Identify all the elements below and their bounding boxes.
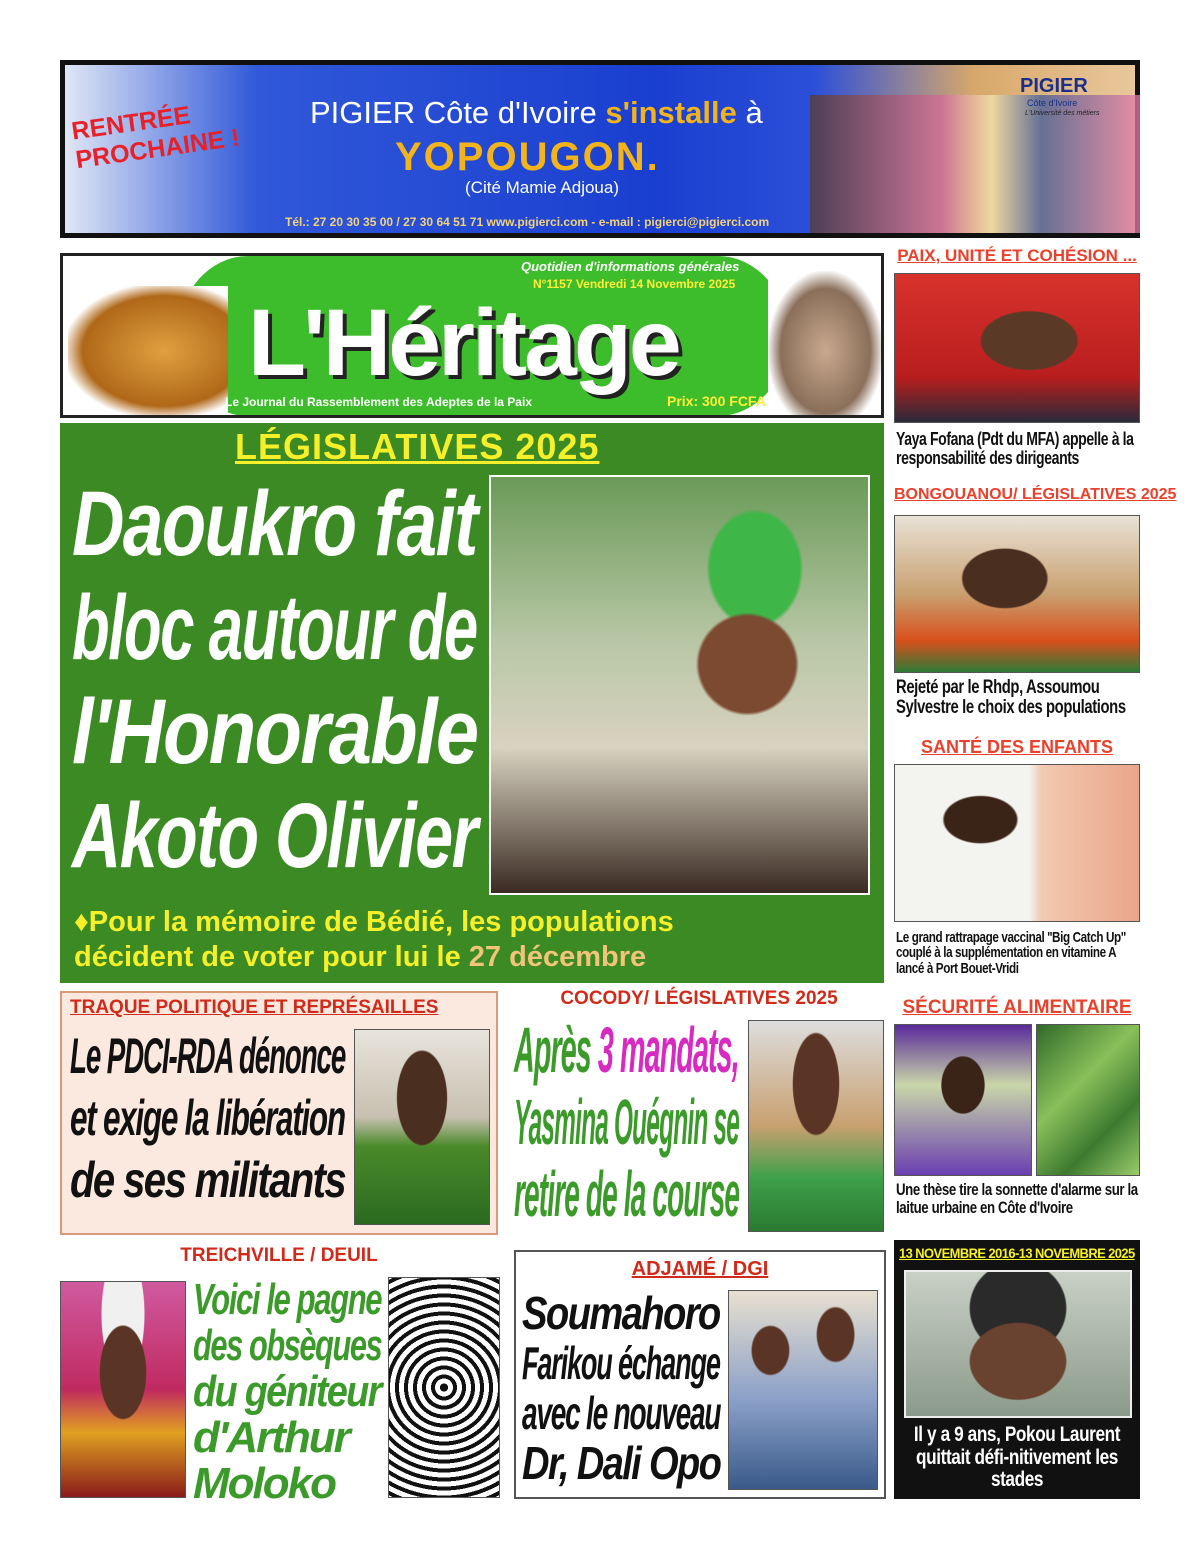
story-kicker: ADJAMÉ / DGI xyxy=(631,1258,769,1280)
sidebar-kicker: 13 NOVEMBRE 2016-13 NOVEMBRE 2025 xyxy=(899,1245,1135,1261)
ad-headline: PIGIER Côte d'Ivoire s'installe à xyxy=(310,95,763,130)
lead-headline-line: l'Honorable xyxy=(72,681,478,783)
story-headline xyxy=(70,1028,566,1217)
lead-headline xyxy=(72,473,678,894)
story-adjame[interactable] xyxy=(514,1250,886,1499)
pokou-tribute-box[interactable] xyxy=(894,1240,1140,1499)
story-headline-line: avec le nouveau xyxy=(522,1387,721,1439)
sidebar-kicker: PAIX, UNITÉ ET COHÉSION ... xyxy=(897,246,1137,265)
lead-deck-line: décident de voter pour lui le 27 décembre xyxy=(74,941,647,974)
sidebar-kicker: SÉCURITÉ ALIMENTAIRE xyxy=(902,997,1132,1018)
deceased-father-photo xyxy=(60,1281,186,1498)
sidebar-caption[interactable]: Rejeté par le Rhdp, Assoumou Sylvestre le choix des populations xyxy=(896,677,1126,718)
ad-tag: RENTRÉE PROCHAINE ! xyxy=(69,101,242,175)
story-treichville[interactable] xyxy=(193,1275,462,1508)
masthead xyxy=(60,253,884,418)
story-headline-line: Soumahoro xyxy=(522,1287,720,1339)
sidebar-caption[interactable]: Une thèse tire la sonnette d'alarme sur la laitue urbaine en Côte d'Ivoire xyxy=(896,1180,1138,1217)
story-kicker: TREICHVILLE / DEUIL xyxy=(180,1245,378,1266)
story-pdci[interactable] xyxy=(60,991,498,1235)
price: Prix: 300 FCFA xyxy=(667,393,766,409)
story-headline-line: Dr, Dali Opo xyxy=(522,1437,721,1489)
story-headline-line: Le PDCI-RDA dénonce xyxy=(70,1028,346,1084)
pigier-logo: PIGIER xyxy=(1020,75,1088,97)
story-headline xyxy=(522,1287,858,1490)
story-headline-line: d'Arthur xyxy=(193,1413,349,1462)
story-kicker: TRAQUE POLITIQUE ET REPRÉSAILLES xyxy=(70,997,439,1018)
story-kicker: COCODY/ LÉGISLATIVES 2025 xyxy=(560,988,838,1009)
lead-headline-line: Daoukro fait xyxy=(72,473,477,575)
story-headline-line: Farikou échange xyxy=(522,1337,720,1389)
lead-deck-line: ♦Pour la mémoire de Bédié, les populations xyxy=(74,906,674,938)
pigier-logo-sub: Côte d'Ivoire xyxy=(1027,98,1078,108)
masthead-tagline: Quotidien d'informations générales xyxy=(521,259,740,274)
lead-headline-line: bloc autour de xyxy=(72,577,477,679)
pokou-laurent-photo xyxy=(904,1270,1132,1418)
sidebar-kicker: SANTÉ DES ENFANTS xyxy=(920,737,1114,757)
masthead-subtitle: Le Journal du Rassemblement des Adeptes de la Paix xyxy=(225,395,532,409)
sidebar-caption: Il y a 9 ans, Pokou Laurent quittait défi-nitivement les stades xyxy=(913,1423,1121,1492)
issue-date: N°1157 Vendredi 14 Novembre 2025 xyxy=(533,277,736,291)
story-headline-line: Yasmina Ouégnin se xyxy=(514,1086,740,1158)
story-headline-line: retire de la course xyxy=(514,1158,740,1230)
pigier-slogan: L'Université des métiers xyxy=(1025,110,1100,117)
story-headline-line: Moloko xyxy=(193,1459,335,1508)
ad-place: (Cité Mamie Adjoua) xyxy=(465,178,620,197)
lead-kicker: LÉGISLATIVES 2025 xyxy=(235,426,600,467)
sidebar-caption[interactable]: Le grand rattrapage vaccinal ''Big Catch Up" couplé à la supplémentation en vitamine A lancé à Port Bouet-Vridi xyxy=(896,929,1126,977)
story-headline-line: de ses militants xyxy=(70,1152,346,1208)
elephant-image xyxy=(768,271,883,416)
ram-statue-image xyxy=(68,286,228,416)
sidebar-kicker: BONGOUANOU/ LÉGISLATIVES 2025 xyxy=(894,486,1177,503)
lead-deck xyxy=(74,905,674,976)
sidebar-caption[interactable]: Yaya Fofana (Pdt du MFA) appelle à la responsabilité des dirigeants xyxy=(896,429,1134,468)
story-headline-line: Voici le pagne xyxy=(193,1275,382,1324)
pigier-advertisement[interactable] xyxy=(60,60,1140,238)
assoumou-photo xyxy=(894,515,1140,673)
story-headline-line: des obsèques xyxy=(193,1321,382,1370)
yaya-fofana-photo xyxy=(894,273,1140,423)
story-headline-line: et exige la libération xyxy=(70,1090,345,1146)
ad-city: YOPOUGON. xyxy=(395,135,660,179)
masthead-title: L'Héritage xyxy=(248,290,679,396)
story-headline-line: Après 3 mandats, xyxy=(514,1014,739,1086)
lead-headline-line: Akoto Olivier xyxy=(72,785,477,887)
ad-contact: Tél.: 27 20 30 35 00 / 27 30 64 51 71 www.pigierci.com - e-mail : pigierci@pigierci.com xyxy=(285,215,770,229)
story-headline-line: du géniteur xyxy=(193,1367,381,1416)
vaccination-photo xyxy=(894,764,1140,922)
lead-story[interactable] xyxy=(60,423,884,983)
story-yasmina[interactable] xyxy=(514,1014,1105,1234)
